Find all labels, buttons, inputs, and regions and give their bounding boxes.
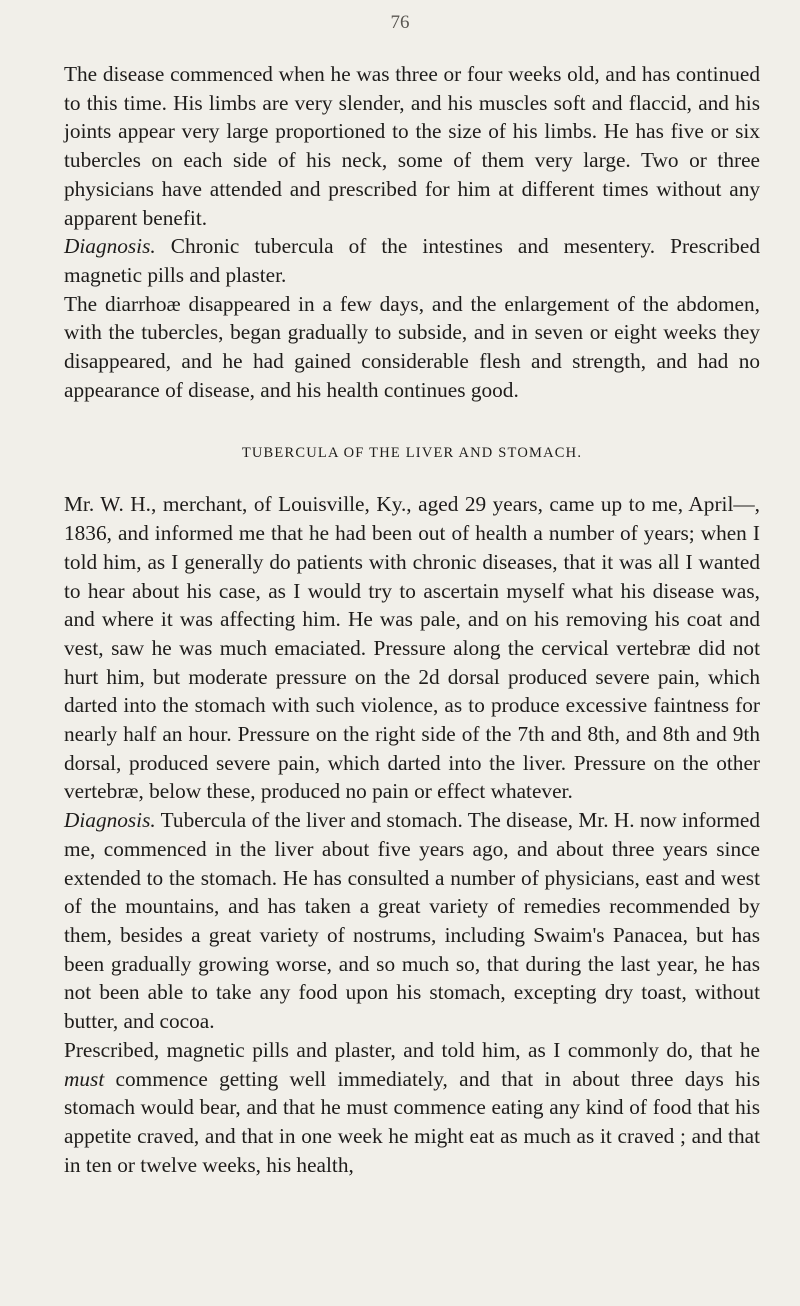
diagnosis-label: Diagnosis. [64, 234, 156, 259]
paragraph-outcome: The diarrhoæ disappeared in a few days, and the enlargement of the abdomen, with the tubercles, began gradually to subside, and in seven or eight weeks they disappeared, and he had gained considerable flesh and strength, and had no appearance of disease, and his health continues good. [64, 291, 760, 402]
paragraph-diagnosis-1 [64, 232, 760, 289]
prescription-text-b: commence getting well immediately, and that in about three days his stomach would bear, and that he must commence eating any kind of food that his appetite craved, and that in one week he might eat as much as it craved ; and that in ten or twelve weeks, his health, [64, 1066, 760, 1177]
diagnosis-label-2: Diagnosis. [64, 808, 156, 833]
diagnosis-text: Chronic tubercula of the intestines and mesentery. Prescribed magnetic pills and plaster. [64, 234, 760, 287]
paragraph-diagnosis-2 [64, 806, 760, 1036]
paragraph-disease-history: The disease commenced when he was three or four weeks old, and has continued to this time. His limbs are very slender, and his muscles soft and flaccid, and his joints appear very large proportioned to the size of his limbs. He has five or six tubercles on each side of his neck, some of them very large. Two or three physicians have attended and prescribed for him at different times without any apparent benefit. [64, 62, 760, 230]
diagnosis-text-2: Tubercula of the liver and stomach. The disease, Mr. H. now informed me, commenced in the liver about five years ago, and about three years since extended to the stomach. He has consulted a number of physicians, east and west of the mountains, and has taken a great variety of remedies recommended by them, besides a great variety of nostrums, including Swaim's Panacea, but has been gradually growing worse, and so much so, that during the last year, he has not been able to take any food upon his stomach, excepting dry toast, without butter, and cocoa. [64, 808, 760, 1034]
paragraph-prescription [64, 1036, 760, 1180]
page-number: 76 [390, 12, 410, 33]
body-text [64, 60, 760, 1179]
prescription-emphasis: must [64, 1066, 105, 1091]
section-heading: TUBERCULA OF THE LIVER AND STOMACH. [241, 445, 583, 462]
paragraph-case-mr-wh: Mr. W. H., merchant, of Louisville, Ky., aged 29 years, came up to me, April—, 1836, and informed me that he had been out of health a number of years; when I told him, as I generally do patients with chronic diseases, that it was all I wanted to hear about his case, as I would try to ascertain myself what his disease was, and where it was affecting him. He was pale, and on his removing his coat and vest, saw he was much emaciated. Pressure along the cervical vertebræ did not hurt him, but moderate pressure on the 2d dorsal produced severe pain, which darted into the stomach with such violence, as to produce excessive faintness for nearly half an hour. Pressure on the right side of the 7th and 8th, and 8th and 9th dorsal, produced severe pain, which darted into the liver. Pressure on the other vertebræ, below these, produced no pain or effect whatever. [64, 492, 760, 804]
prescription-text-a: Prescribed, magnetic pills and plaster, and told him, as I commonly do, that he [64, 1037, 760, 1062]
